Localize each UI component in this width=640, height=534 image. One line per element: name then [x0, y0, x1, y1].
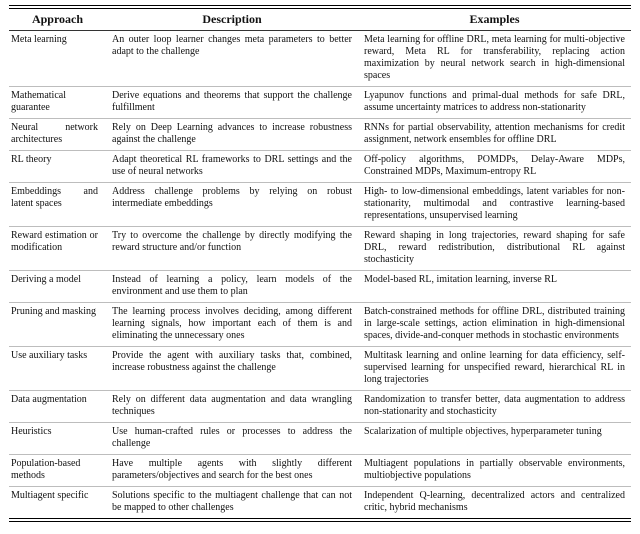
cell-examples: Independent Q-learning, decentralized actors and centralized critic, hybrid mechanisms [364, 490, 625, 514]
table-row [9, 391, 631, 423]
table-row [9, 31, 631, 87]
cell-examples: Meta learning for offline DRL, meta learning for multi-objective reward, Meta RL for transferability, replacing action maximization by neural network search in high-dimensional spaces [364, 34, 625, 82]
cell-description: Address challenge problems by relying on robust intermediate embeddings [112, 186, 352, 210]
table-row [9, 183, 631, 227]
table-row [9, 303, 631, 347]
cell-approach: Heuristics [11, 426, 52, 438]
cell-description: Use human-crafted rules or processes to address the challenge [112, 426, 352, 450]
table-row [9, 487, 631, 521]
col-header-approach: Approach [9, 7, 106, 31]
col-header-description: Description [106, 7, 358, 31]
cell-examples: Randomization to transfer better, data augmentation to address non-stationarity and stochasticity [364, 394, 625, 418]
cell-approach: Population-based methods [11, 458, 81, 482]
table-row [9, 455, 631, 487]
cell-approach: Multiagent specific [11, 490, 89, 502]
cell-examples: Multiagent populations in partially observable environments, multiobjective populations [364, 458, 625, 482]
table-row [9, 423, 631, 455]
cell-examples: Multitask learning and online learning for data efficiency, self-supervised learning for unspecified reward, hierarchical RL in long trajectories [364, 350, 625, 386]
cell-approach: RL theory [11, 154, 52, 166]
cell-description: Provide the agent with auxiliary tasks that, combined, increase robustness against the challenge [112, 350, 352, 374]
cell-description: Have multiple agents with slightly different parameters/objectives and search for the best ones [112, 458, 352, 482]
table-row [9, 347, 631, 391]
cell-examples: Lyapunov functions and primal-dual methods for safe DRL, assume uncertainty matrices to address non-stationarity [364, 90, 625, 114]
table-row [9, 227, 631, 271]
cell-examples: High- to low-dimensional embeddings, latent variables for non-stationarity, multimodal and contrastive learning-based representations, unsupervised learning [364, 186, 625, 222]
cell-description: Rely on Deep Learning advances to increase robustness against the challenge [112, 122, 352, 146]
table-row [9, 87, 631, 119]
cell-approach: Deriving a model [11, 274, 81, 286]
cell-examples: Model-based RL, imitation learning, inverse RL [364, 274, 558, 286]
approaches-table [9, 5, 631, 522]
cell-approach: Reward estimation or modification [11, 230, 98, 254]
cell-examples: Reward shaping in long trajectories, reward shaping for safe DRL, reward redistribution, distributional RL against stochasticity [364, 230, 625, 266]
cell-description: Solutions specific to the multiagent challenge that can not be mapped to other challenges [112, 490, 352, 514]
table-row [9, 119, 631, 151]
cell-approach: Data augmentation [11, 394, 87, 406]
header-row [9, 7, 631, 31]
cell-examples: Batch-constrained methods for offline DRL, distributed training in large-scale settings, action elimination in high-dimensional spaces, divide-and-conquer methods in stochastic environments [364, 306, 625, 342]
cell-description: Try to overcome the challenge by directly modifying the reward structure and/or function [112, 230, 352, 254]
table-row [9, 271, 631, 303]
cell-approach: Pruning and masking [11, 306, 96, 318]
cell-approach: Use auxiliary tasks [11, 350, 88, 362]
cell-description: Instead of learning a policy, learn models of the environment and use them to plan [112, 274, 352, 298]
cell-description: The learning process involves deciding, among different learning signals, how important each of them is and eliminating the unnecessary ones [112, 306, 352, 342]
cell-description: An outer loop learner changes meta parameters to better adapt to the challenge [112, 34, 352, 58]
cell-approach: Mathematical guarantee [11, 90, 66, 114]
cell-examples: Scalarization of multiple objectives, hyperparameter tuning [364, 426, 602, 438]
table-header [9, 7, 631, 31]
cell-approach: Meta learning [11, 34, 67, 46]
table-row [9, 151, 631, 183]
table-body [9, 31, 631, 521]
cell-description: Adapt theoretical RL frameworks to DRL settings and the use of neural networks [112, 154, 352, 178]
cell-examples: RNNs for partial observability, attention mechanisms for credit assignment, network ensembles for offline DRL [364, 122, 625, 146]
cell-description: Rely on different data augmentation and data wrangling techniques [112, 394, 352, 418]
col-header-examples: Examples [358, 7, 631, 31]
cell-approach: Embeddings and latent spaces [11, 186, 98, 210]
cell-approach: Neural network architectures [11, 122, 98, 146]
cell-description: Derive equations and theorems that support the challenge fulfillment [112, 90, 352, 114]
cell-examples: Off-policy algorithms, POMDPs, Delay-Aware MDPs, Constrained MDPs, Maximum-entropy RL [364, 154, 625, 178]
